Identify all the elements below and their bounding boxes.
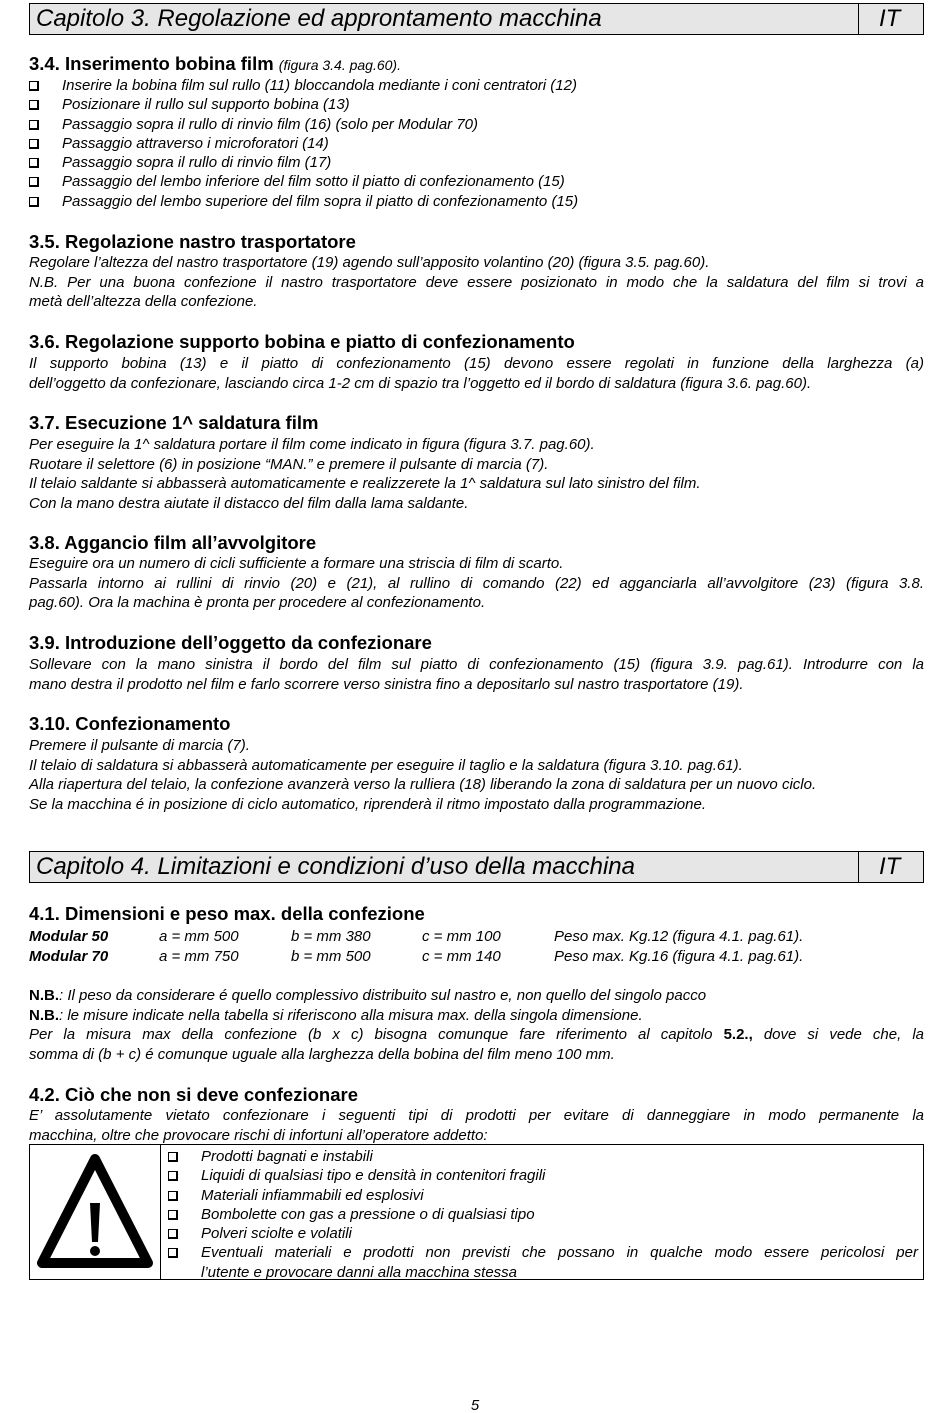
dimension-b: b = mm 380: [291, 928, 371, 945]
step-item: Inserire la bobina film sul rullo (11) bloccandola mediante i coni centratori (12): [29, 76, 924, 95]
section-3-10-body: Premere il pulsante di marcia (7). Il telaio di saldatura si abbasserà automaticamente per eseguire il taglio e la saldatura (figura 3.10. pag.61). Alla riapertura del telaio, la confezione avanzerà verso la rulliera (18) liberando la zona di saldatura per un nuovo ciclo. Se la macchina é in posizione di ciclo automatico, riprenderà il ritmo impostato dalla programmazione.: [29, 737, 817, 813]
checkbox-bullet-icon: [29, 197, 39, 207]
checkbox-bullet-icon: [29, 139, 39, 149]
chapter-4-title: Capitolo 4. Limitazioni e condizioni d’uso della macchina: [36, 853, 636, 880]
prohibited-products-box: [29, 1144, 924, 1280]
section-3-10-title: 3.10. Confezionamento: [29, 713, 231, 734]
page-number: 5: [470, 1397, 480, 1413]
section-3-6-title: 3.6. Regolazione supporto bobina e piatto di confezionamento: [29, 331, 575, 352]
section-3-8-body: Eseguire ora un numero di cicli sufficiente a formare una striscia di film di scarto. Passarla intorno ai rullini di rinvio (20) e (21), al rullino di comando (22) ed agganciarla all’avvolgitore (23) (figura 3.8. pag.60). Ora la machina è pronta per procedere al confezionamento.: [29, 555, 924, 611]
checkbox-bullet-icon: [29, 158, 39, 168]
step-item: Posizionare il rullo sul supporto bobina (13): [29, 95, 924, 114]
dimension-c: c = mm 140: [422, 947, 501, 965]
max-weight: Peso max. Kg.12 (figura 4.1. pag.61).: [554, 928, 804, 945]
model-name: Modular 50: [29, 928, 109, 945]
note-dimensions: N.B.: le misure indicate nella tabella si riferiscono alla misura max. della singola dimensione.: [29, 1006, 643, 1024]
checkbox-bullet-icon: [168, 1152, 178, 1162]
note-max-measure: Per la misura max della confezione (b x c) bisogna comunque fare riferimento al capitolo 5.2., dove si vede che, la: [29, 1026, 924, 1043]
step-item: Passaggio attraverso i microforatori (14): [29, 134, 924, 153]
chapter-3-header: [29, 3, 924, 35]
chapter-4-header: [29, 851, 924, 883]
dimension-a: a = mm 500: [159, 928, 239, 945]
checkbox-bullet-icon: [168, 1171, 178, 1181]
section-3-8-title: 3.8. Aggancio film all’avvolgitore: [29, 532, 317, 553]
dimension-c: c = mm 100: [422, 928, 501, 945]
section-4-1-notes: N.B.: Il peso da considerare é quello complessivo distribuito sul nastro e, non quello del singolo pacco N.B.: le misure indicate nella tabella si riferiscono alla misura max. della singola dimensione. Per la misura max della confezione (b x c) bisogna comunque fare riferimento al capitolo 5.2., dove si vede che, la somma di (b + c) é comunque uguale alla larghezza della bobina del film meno 100 mm.: [29, 987, 924, 1063]
step-item: Passaggio del lembo inferiore del film sotto il piatto di confezionamento (15): [29, 172, 924, 191]
section-3-9-body: Sollevare con la mano sinistra il bordo del film sul piatto di confezionamento (15) (figura 3.9. pag.61). Introdurre con la mano destra il prodotto nel film e farlo scorrere verso sinistra fino a depositarlo sul nastro trasportatore (19).: [29, 656, 924, 693]
list-item: Liquidi di qualsiasi tipo e densità in contenitori fragili: [168, 1166, 918, 1185]
chapter-reference: 5.2.,: [723, 1026, 753, 1043]
section-3-5-title: 3.5. Regolazione nastro trasportatore: [29, 231, 356, 252]
list-item: Prodotti bagnati e instabili: [168, 1147, 918, 1166]
checkbox-bullet-icon: [168, 1248, 178, 1258]
dimension-b: b = mm 500: [291, 947, 371, 965]
list-item: Eventuali materiali e prodotti non previsti che possano in qualche modo essere pericolosi per l’utente e provocare danni alla macchina stessa: [168, 1243, 918, 1282]
checkbox-bullet-icon: [168, 1191, 178, 1201]
step-item: Passaggio sopra il rullo di rinvio film (17): [29, 153, 924, 172]
section-3-9-title: 3.9. Introduzione dell’oggetto da confezionare: [29, 632, 432, 653]
max-weight: Peso max. Kg.16 (figura 4.1. pag.61).: [554, 947, 804, 965]
section-3-7-body: Per eseguire la 1^ saldatura portare il film come indicato in figura (figura 3.7. pag.60). Ruotare il selettore (6) in posizione “MAN.” e premere il pulsante di marcia (7). Il telaio saldante si abbasserà automaticamente e realizzerete la 1^ saldatura sul lato sinistro del film. Con la mano destra aiutate il distacco del film dalla lama saldante.: [29, 436, 701, 512]
section-3-7-title: 3.7. Esecuzione 1^ saldatura film: [29, 412, 319, 433]
warning-triangle-icon: [30, 1145, 161, 1279]
section-3-4-heading: [29, 53, 401, 75]
section-4-2-intro: E’ assolutamente vietato confezionare i seguenti tipi di prodotti per evitare di danneggiare in modo permanente la macchina, oltre che provocare rischi di infortuni all’operatore addetto:: [29, 1107, 924, 1144]
table-row: [29, 947, 924, 967]
section-3-4-figure-ref: (figura 3.4. pag.60).: [278, 57, 401, 73]
chapter-3-language: IT: [858, 4, 924, 34]
chapter-4-language: IT: [858, 852, 924, 882]
section-3-6-body: Il supporto bobina (13) e il piatto di confezionamento (15) devono essere regolati in funzione della larghezza (a) dell’oggetto da confezionare, lasciando circa 1-2 cm di spazio tra l’oggetto ed il bordo di saldatura (figura 3.6. pag.60).: [29, 355, 924, 392]
section-4-1-title: 4.1. Dimensioni e peso max. della confezione: [29, 903, 425, 924]
step-item: Passaggio sopra il rullo di rinvio film (16) (solo per Modular 70): [29, 115, 924, 134]
list-item: Materiali infiammabili ed esplosivi: [168, 1186, 918, 1205]
dimension-a: a = mm 750: [159, 947, 239, 965]
dimensions-table: [29, 927, 924, 966]
model-name: Modular 70: [29, 947, 109, 965]
list-item: Bombolette con gas a pressione o di qualsiasi tipo: [168, 1205, 918, 1224]
section-3-4-steps: [29, 76, 924, 211]
chapter-3-title: Capitolo 3. Regolazione ed approntamento macchina: [36, 5, 602, 32]
checkbox-bullet-icon: [29, 120, 39, 130]
section-3-5-body: Regolare l’altezza del nastro trasportatore (19) agendo sull’apposito volantino (20) (figura 3.5. pag.60). N.B. Per una buona confezione il nastro trasportatore deve essere posizionato in modo che la saldatura del film si trovi a metà dell’altezza della confezione.: [29, 254, 924, 310]
table-row: [29, 927, 924, 947]
checkbox-bullet-icon: [29, 177, 39, 187]
list-item: Polveri sciolte e volatili: [168, 1224, 918, 1243]
section-4-2-title: 4.2. Ciò che non si deve confezionare: [29, 1084, 358, 1105]
checkbox-bullet-icon: [168, 1210, 178, 1220]
prohibited-products-list: [168, 1147, 918, 1282]
section-3-4-title: 3.4. Inserimento bobina film: [29, 53, 274, 74]
warning-triangle-graphic: [30, 1145, 161, 1279]
checkbox-bullet-icon: [168, 1229, 178, 1239]
note-weight: N.B.: Il peso da considerare é quello complessivo distribuito sul nastro e, non quello del singolo pacco: [29, 987, 707, 1004]
step-item: Passaggio del lembo superiore del film sopra il piatto di confezionamento (15): [29, 192, 924, 211]
checkbox-bullet-icon: [29, 81, 39, 91]
checkbox-bullet-icon: [29, 100, 39, 110]
